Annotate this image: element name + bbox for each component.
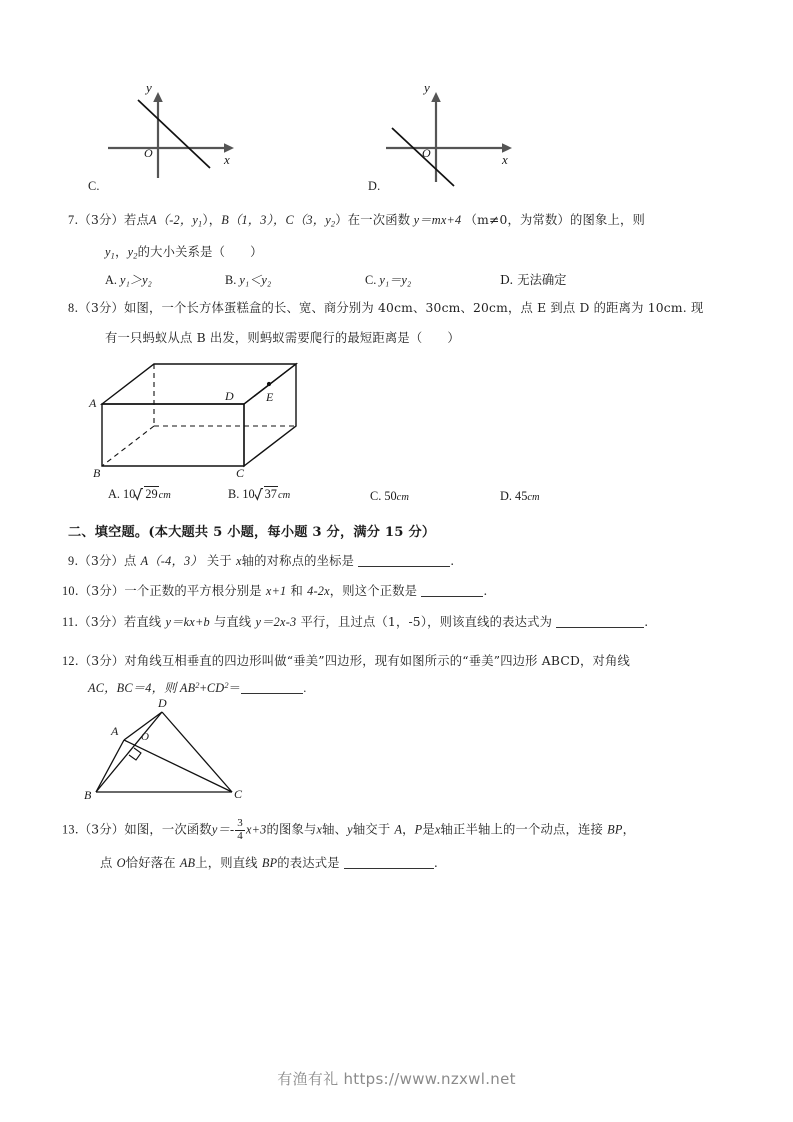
q13-number: 13 xyxy=(62,822,75,837)
q10-text-b: 和 xyxy=(290,584,304,598)
q7-option-a-text: y₁＞y₂ xyxy=(120,273,152,287)
option-c-label[interactable]: C. xyxy=(88,179,100,193)
question-13-line-1: 13.（3分）如图，一次函数y＝- $\frac{3}{4}$ x+3的图象与x轴、y轴交于 A，P是x轴正半轴上的一个动点，连接 BP， xyxy=(62,817,636,842)
q13-text-b: 的图象与 xyxy=(266,822,317,837)
q13-text-c: 轴、 xyxy=(322,822,348,837)
option-c-graph xyxy=(100,80,250,181)
origin-label-d: O xyxy=(422,146,431,160)
q11-score: （3分） xyxy=(78,615,124,629)
q8-option-d-unit: cm xyxy=(527,492,540,503)
q7-option-d-key: D. xyxy=(500,273,514,287)
q13-text-g: 轴正半轴上的一个动点，连接 xyxy=(440,822,604,837)
q9-var: x xyxy=(236,554,242,568)
footer-watermark: 有渔有礼 https://www.nzxwl.net xyxy=(277,1070,516,1088)
q7-y2: y xyxy=(127,245,134,259)
q9-text-c: 轴的对称点的坐标是 xyxy=(241,554,355,568)
q7-function: y＝mx+4 xyxy=(413,213,462,227)
question-7-line-2 xyxy=(105,244,263,264)
q9-text-b: 关于 xyxy=(206,554,232,568)
quad-label-O: O xyxy=(141,731,149,743)
question-12-line-2 xyxy=(88,677,306,697)
cuboid-label-E: E xyxy=(266,390,274,404)
q12-expr-cd-sup: 2 xyxy=(224,681,229,690)
q10-score: （3分） xyxy=(78,584,125,598)
question-8-line-1: 8.（3分）如图，一个长方体蛋糕盒的长、宽、商分别为 40cm、30cm、20cm，点 E 到点 D 的距离为 10cm. 现 xyxy=(68,301,704,315)
question-12-line-1: 12.（3分）对角线互相垂直的四边形叫做“垂美”四边形，现有如图所示的“垂美”四边形 ABCD，对角线 xyxy=(62,654,630,668)
q8-option-c-unit: cm xyxy=(396,492,409,503)
q10-text-a: 一个正数的平方根分别是 xyxy=(124,584,262,598)
q7-y-sep: ， xyxy=(115,245,128,259)
q10-expr-2: 4-2x xyxy=(307,584,330,598)
q7-number: 7 xyxy=(68,213,75,227)
q13-x-2: x xyxy=(434,822,441,837)
q13-text-h: ， xyxy=(622,822,636,837)
q13-segment-BP-1: BP xyxy=(607,822,623,837)
q7-option-a[interactable] xyxy=(105,270,152,288)
q13-text-a: 如图，一次函数 xyxy=(124,822,212,837)
q13-text-e: ， xyxy=(402,822,415,837)
option-d-graph xyxy=(378,80,528,181)
q7-y2-sub: 2 xyxy=(133,251,138,261)
q13-answer-blank[interactable] xyxy=(344,856,434,869)
q9-text-a: 点 xyxy=(123,554,137,568)
q13-fn-head: y＝- xyxy=(211,822,235,837)
q8-option-c-value: 50 xyxy=(384,489,397,503)
q13-fraction xyxy=(235,818,245,842)
q12-equals: ＝ xyxy=(228,680,242,695)
q13-point-A: A xyxy=(394,822,403,837)
q13-point-O: O xyxy=(116,856,126,870)
q12-expr-cd: CD xyxy=(206,680,225,695)
q8-number: 8 xyxy=(68,301,75,315)
q13-fraction-numerator: 3 xyxy=(237,817,243,829)
q8-text-line1: 如图，一个长方体蛋糕盒的长、宽、商分别为 40cm、30cm、20cm，点 E 到点 D 的距离为 10cm. 现 xyxy=(123,301,704,315)
q12-period: . xyxy=(303,680,307,695)
q13-score: （3分） xyxy=(78,822,125,837)
q8-option-c[interactable] xyxy=(370,489,409,504)
q7-sep-2: ） xyxy=(335,213,348,227)
q7-option-d-text: 无法确定 xyxy=(517,273,567,287)
chuimei-quadrilateral-figure xyxy=(84,696,264,805)
q8-option-b[interactable] xyxy=(228,487,290,502)
q8-option-a-radicand: 29 xyxy=(145,487,158,501)
q12-number: 12 xyxy=(62,654,75,668)
q12-line2-text: AC，BC＝4，则 xyxy=(88,680,177,695)
x-axis-label-d: x xyxy=(502,152,508,167)
q12-expr-ab: AB xyxy=(179,680,196,695)
q12-text-line1: 对角线互相垂直的四边形叫做“垂美”四边形，现有如图所示的“垂美”四边形 ABCD，对角线 xyxy=(124,654,630,668)
q8-option-a-key: A. xyxy=(108,487,120,501)
q13-line2-d: 的表达式是 xyxy=(277,856,340,870)
q7-point-b: B（1，3）， xyxy=(221,213,286,227)
question-10: 10.（3分）一个正数的平方根分别是 x+1 和 4-2x，则这个正数是 . xyxy=(62,584,488,598)
q13-line2-c: 上，则直线 xyxy=(195,856,258,870)
q8-option-b-key: B. xyxy=(228,487,240,501)
q8-option-a-coef: 10 xyxy=(123,487,136,501)
q7-option-b-key: B. xyxy=(225,273,237,287)
q7-option-b-text: y₁＜y₂ xyxy=(239,273,272,287)
q12-score: （3分） xyxy=(78,654,125,668)
q10-period: . xyxy=(483,584,488,598)
quad-label-D: D xyxy=(158,696,167,710)
q13-fraction-denominator: 4 xyxy=(237,829,243,842)
q9-answer-blank[interactable] xyxy=(358,554,450,567)
q8-option-b-unit: cm xyxy=(277,490,291,501)
y-axis-label-c: y xyxy=(146,80,152,95)
q13-point-P: P xyxy=(414,822,423,837)
q8-option-a-unit: cm xyxy=(158,490,171,501)
q10-text-c: ，则这个正数是 xyxy=(329,584,418,598)
q7-line2-tail: 的大小关系是（ ） xyxy=(137,245,263,259)
q8-option-d[interactable] xyxy=(500,489,540,504)
q7-option-d[interactable] xyxy=(500,270,566,288)
q13-segment-BP-2: BP xyxy=(261,856,278,870)
q12-plus: + xyxy=(199,680,207,695)
q13-segment-AB: AB xyxy=(179,856,196,870)
q13-text-f: 是 xyxy=(422,822,435,837)
q8-option-d-value: 45 xyxy=(515,489,528,503)
x-axis-label-c: x xyxy=(224,152,230,167)
q13-period: . xyxy=(433,856,439,870)
q7-text-a: 若点 xyxy=(123,213,149,227)
q8-text-line2: 有一只蚂蚁从点 B 出发，则蚂蚁需要爬行的最短距离是（ ） xyxy=(105,331,460,345)
q7-option-b[interactable] xyxy=(225,270,271,288)
q11-text-b: 与直线 xyxy=(213,615,252,629)
question-9: 9.（3分）点 A（-4，3） 关于 x轴的对称点的坐标是 . xyxy=(68,554,455,568)
q8-score: （3分） xyxy=(78,301,124,315)
q13-line2-a: 点 xyxy=(100,856,113,870)
q11-number: 11 xyxy=(62,615,75,629)
q9-number: 9 xyxy=(68,554,75,568)
question-11: 11.（3分）若直线 y＝kx+b 与直线 y＝2x-3 平行，且过点（1，-5），则该直线的表达式为 . xyxy=(62,615,649,629)
q7-y1: y xyxy=(105,245,111,259)
q7-text-b: 在一次函数 xyxy=(347,213,411,227)
q7-point-a: A（-2，y xyxy=(148,213,198,227)
section-2-heading: 二、填空题。(本大题共 5 小题，每小题 3 分，满分 15 分） xyxy=(68,525,436,540)
y-axis-label-d: y xyxy=(424,80,430,95)
cuboid-label-A: A xyxy=(89,396,97,410)
q11-answer-blank[interactable] xyxy=(556,615,644,628)
q9-score: （3分） xyxy=(78,554,124,568)
q13-x-1: x xyxy=(316,822,323,837)
q8-option-a[interactable] xyxy=(108,487,171,502)
q7-option-c[interactable] xyxy=(365,270,411,288)
q11-period: . xyxy=(644,615,649,629)
q9-period: . xyxy=(450,554,455,568)
q10-number: 10 xyxy=(62,584,75,598)
q11-text-a: 若直线 xyxy=(123,615,162,629)
q7-score: （3分） xyxy=(78,213,124,227)
q11-expr-2: y＝2x-3 xyxy=(255,615,297,629)
q10-expr-1: x+1 xyxy=(265,584,287,598)
q13-line2-b: 恰好落在 xyxy=(125,856,176,870)
q8-option-b-coef: 10 xyxy=(242,487,255,501)
question-8-line-2 xyxy=(105,330,460,347)
q7-sep-1: ）， xyxy=(202,213,222,227)
quad-label-B: B xyxy=(84,788,92,802)
q7-y1-sub: 1 xyxy=(110,251,116,261)
q9-point: A（-4，3） xyxy=(140,554,203,568)
option-d-label[interactable]: D. xyxy=(368,179,381,193)
q8-option-b-radicand: 37 xyxy=(264,487,277,501)
q7-option-c-key: C. xyxy=(365,273,377,287)
question-13-line-2 xyxy=(100,855,438,872)
q13-y: y xyxy=(347,822,353,837)
q7-option-a-key: A. xyxy=(105,273,117,287)
q13-fn-tail: x+3 xyxy=(245,822,267,837)
radical-icon-a xyxy=(135,487,158,502)
q7-point-c: C（3，y xyxy=(285,213,331,227)
quad-label-C: C xyxy=(234,787,243,801)
q7-point-a-sub: 1 xyxy=(198,219,203,229)
q7-option-c-text: y₁＝y₂ xyxy=(379,273,412,287)
q11-expr-1: y＝kx+b xyxy=(165,615,210,629)
cuboid-label-C: C xyxy=(236,466,245,480)
cuboid-label-B: B xyxy=(93,466,101,480)
q8-option-c-key: C. xyxy=(370,489,382,503)
cuboid-label-D: D xyxy=(225,389,234,403)
q10-answer-blank[interactable] xyxy=(421,584,483,597)
q11-text-c: 平行，且过点（1，-5），则该直线的表达式为 xyxy=(300,615,553,629)
origin-label-c: O xyxy=(144,146,153,160)
radical-icon-b xyxy=(255,487,278,502)
q7-text-c: （m≠0，为常数）的图象上，则 xyxy=(464,213,645,227)
cuboid-figure xyxy=(84,356,334,484)
question-7-line-1: 7.（3分）若点A（-2，$y_1$），B（1，3），C（3，$y_2$）在一次函数 y＝mx+4 （m≠0，为常数）的图象上，则 xyxy=(68,213,645,229)
q13-text-d: 轴交于 xyxy=(352,822,391,837)
quad-label-A: A xyxy=(111,724,119,738)
q7-point-c-sub: 2 xyxy=(330,219,336,229)
q8-option-d-key: D. xyxy=(500,489,512,503)
q12-expr-ab-sup: 2 xyxy=(195,681,200,690)
q12-answer-blank[interactable] xyxy=(241,681,303,694)
